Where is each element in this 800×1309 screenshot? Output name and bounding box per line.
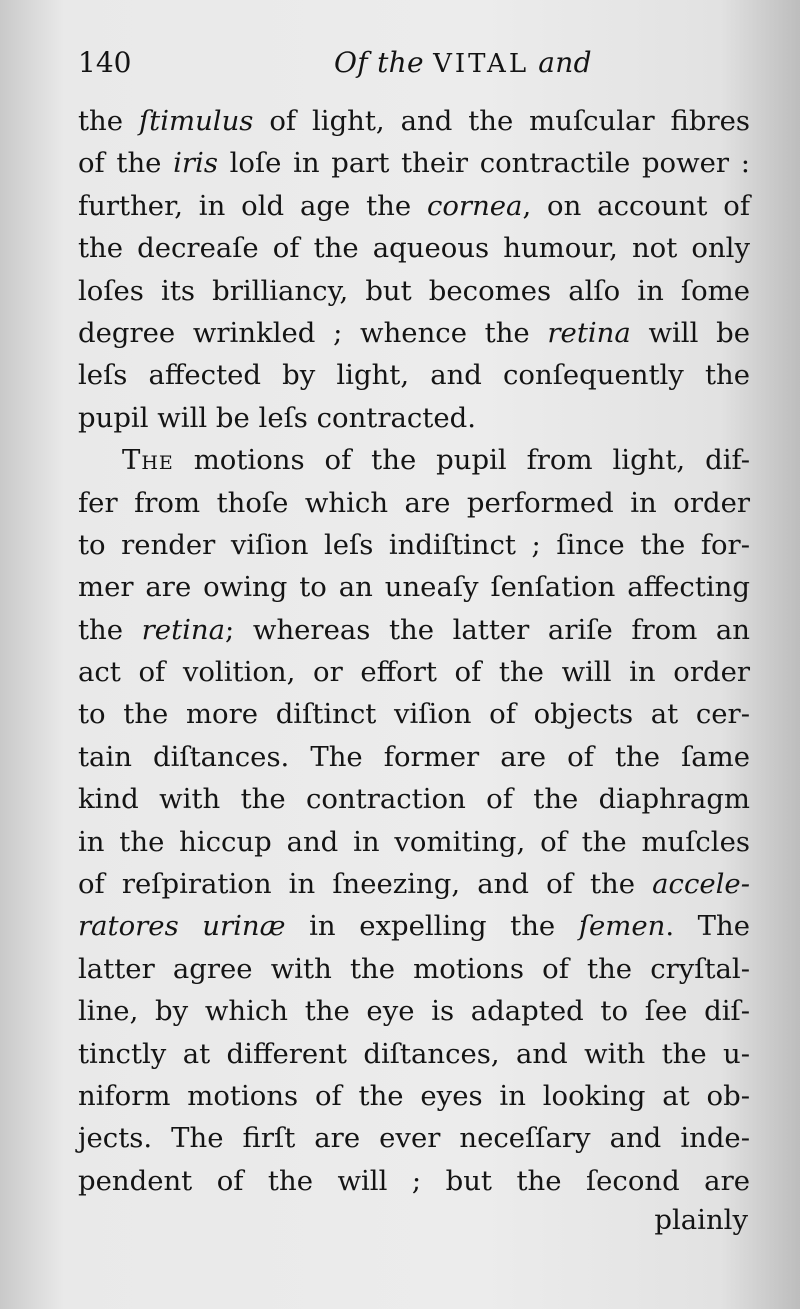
text-line: pupil will be leſs contracted. [78, 401, 476, 434]
text-line: tain diſtances. The former are of the ſame [78, 740, 750, 773]
text-line: to the more diſtinct viſion of objects at cer- [78, 698, 750, 731]
text-line: mer are owing to an uneaſy ſenſation affecting [78, 571, 750, 604]
text-line: ratores urinæ in expelling the ſemen. The [78, 910, 750, 943]
running-head-suffix: and [538, 46, 592, 79]
text-line: the decreaſe of the aqueous humour, not only [78, 232, 750, 265]
page-header [78, 40, 758, 86]
text-line: The motions of the pupil from light, dif- [122, 444, 750, 477]
text-line: to render viſion leſs indiſtinct ; ſince the for- [78, 528, 750, 561]
running-head-vital: VITAL [433, 49, 530, 79]
text-line: loſes its brilliancy, but becomes alſo in ſome [78, 274, 750, 307]
text-line: in the hiccup and in vomiting, of the muſcles [78, 825, 750, 858]
text-line: act of volition, or effort of the will in order [78, 656, 750, 689]
running-head-prefix: Of the [334, 46, 424, 79]
text-line: the ſtimulus of light, and the muſcular fibres [78, 105, 750, 137]
text-line: pendent of the will ; but the ſecond are [78, 1164, 750, 1197]
text-line: kind with the contraction of the diaphragm [78, 783, 750, 816]
text-line: degree wrinkled ; whence the retina will be [78, 316, 750, 349]
body-text [78, 100, 750, 1202]
text-line: latter agree with the motions of the cryſtal- [78, 952, 750, 985]
text-line: fer from thoſe which are performed in order [78, 486, 750, 519]
text-line: the retina; whereas the latter ariſe from an [78, 613, 750, 646]
text-line: jects. The firſt are ever neceſſary and inde- [78, 1122, 750, 1155]
text-line: of the iris loſe in part their contractile power : [78, 147, 750, 180]
text-line: further, in old age the cornea, on account of [78, 189, 750, 222]
text-line: of reſpiration in ſneezing, and of the accele- [78, 868, 750, 901]
text-line: niform motions of the eyes in looking at ob- [78, 1079, 750, 1112]
running-head [334, 40, 592, 87]
catchword: plainly [654, 1204, 748, 1236]
text-line: leſs affected by light, and conſequently the [78, 359, 750, 392]
page-number: 140 [78, 46, 132, 79]
text-line: tinctly at different diſtances, and with the u- [78, 1037, 750, 1070]
text-line: line, by which the eye is adapted to ſee diſ- [78, 995, 750, 1028]
